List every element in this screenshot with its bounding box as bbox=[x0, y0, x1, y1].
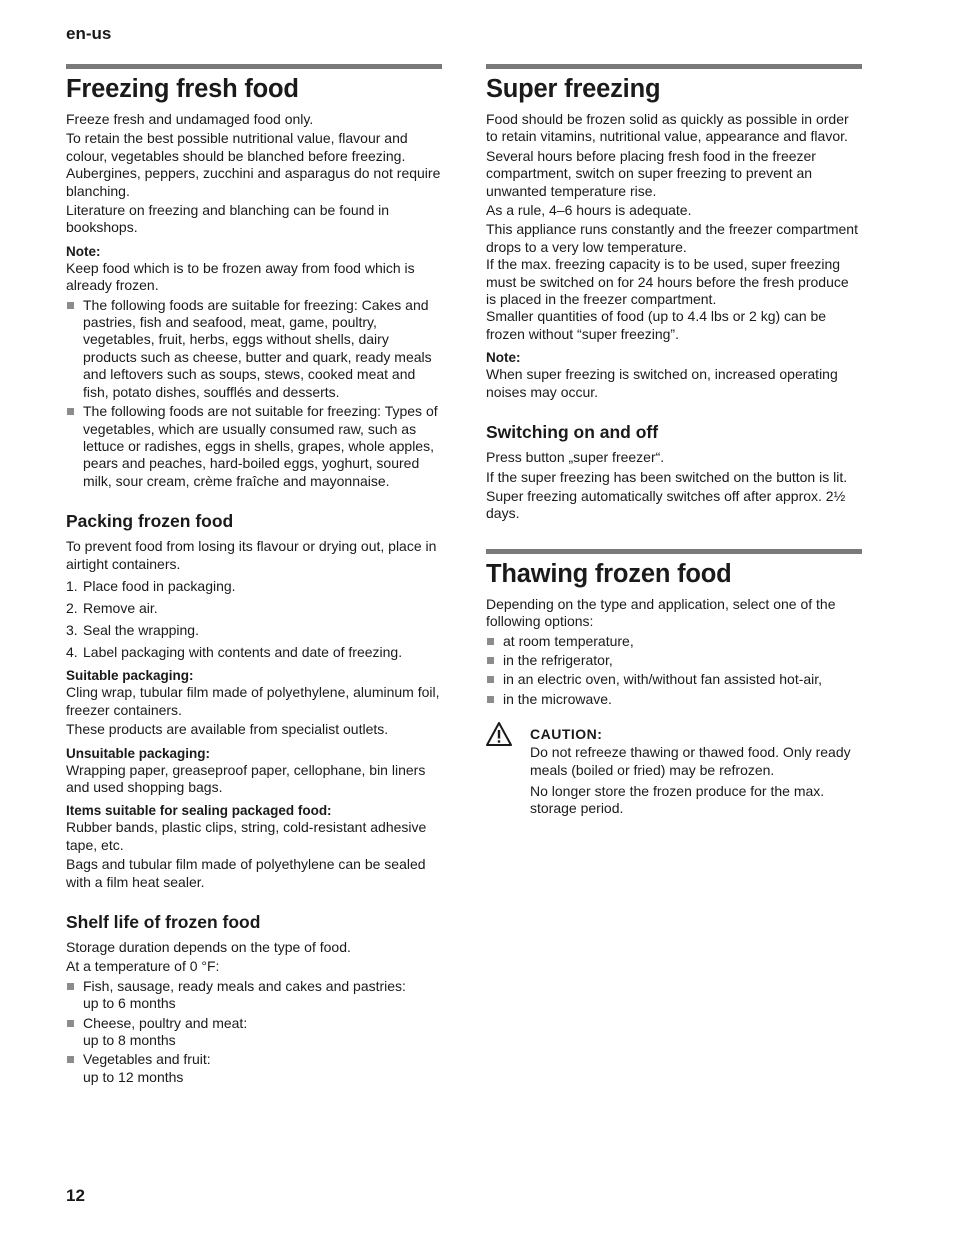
step-number: 3. bbox=[66, 621, 78, 638]
list-item-text: in the refrigerator, bbox=[503, 651, 613, 668]
list-item bbox=[66, 978, 442, 1013]
bullet-square-icon bbox=[487, 676, 494, 683]
bullet-square-icon bbox=[487, 638, 494, 645]
super-p6: Smaller quantities of food (up to 4.4 lbs or 2 kg) can be frozen without “super freezing”. bbox=[486, 308, 827, 342]
thawing-title: Thawing frozen food bbox=[486, 559, 732, 588]
super-p4: This appliance runs constantly and the freezer compartment drops to a very low temperature. bbox=[486, 221, 858, 255]
sealing-items-label: Items suitable for sealing packaged food: bbox=[66, 803, 332, 819]
suitable-packaging-text2: These products are available from specialist outlets. bbox=[66, 721, 389, 738]
note-text: Keep food which is to be frozen away from food which is already frozen. bbox=[66, 259, 415, 294]
bullet-square-icon bbox=[67, 408, 74, 415]
super-freezing-section bbox=[486, 64, 862, 401]
list-item bbox=[486, 633, 862, 650]
storage-duration: up to 6 months bbox=[83, 995, 176, 1012]
list-item-text: The following foods are not suitable for freezing: Types of vegetables, which are usually consumed raw, such as lettuce or radishes, eggs in shells, grapes, whole apples, pears and peaches, hard-boiled eggs, yoghurt, soured milk, sour cream, crème fraîche and mayonnaise. bbox=[83, 403, 438, 489]
note-label: Note: bbox=[66, 243, 101, 259]
switching-title: Switching on and off bbox=[486, 422, 659, 443]
list-item-text: in an electric oven, with/without fan assisted hot-air, bbox=[503, 671, 823, 688]
super-p2: Several hours before placing fresh food in the freezer compartment, switch on super freezing to prevent an unwanted temperature rise. bbox=[486, 147, 816, 199]
step-item bbox=[66, 644, 442, 661]
switching-p3: Super freezing automatically switches off after approx. 2½ days. bbox=[486, 487, 846, 522]
list-item bbox=[66, 1015, 442, 1050]
freezing-title: Freezing fresh food bbox=[66, 75, 299, 103]
shelf-life-p2: At a temperature of 0 °F: bbox=[66, 958, 220, 975]
suitable-packaging-label: Suitable packaging: bbox=[66, 668, 194, 684]
step-text: Place food in packaging. bbox=[83, 577, 236, 594]
list-item-text: The following foods are suitable for freezing: Cakes and pastries, fish and seafood, meat, game, poultry, vegetables, fruit, herbs, eggs without shells, dairy products such as cheese, butter and quark, ready meals and leftovers such as soups, stews, cooked meat and fish, potato dishes, soufflés and desserts. bbox=[83, 296, 432, 400]
freezing-section bbox=[66, 64, 442, 490]
list-item bbox=[66, 1051, 442, 1086]
super-p1: Food should be frozen solid as quickly as possible in order to retain vitamins, nutritional value, appearance and flavor. bbox=[486, 111, 849, 145]
step-item bbox=[66, 622, 442, 639]
packing-title: Packing frozen food bbox=[66, 511, 234, 532]
warning-triangle-icon bbox=[486, 722, 512, 746]
step-text: Seal the wrapping. bbox=[83, 621, 199, 638]
packing-section bbox=[66, 510, 442, 891]
note-label: Note: bbox=[486, 350, 521, 366]
page-number: 12 bbox=[66, 1186, 85, 1205]
bullet-square-icon bbox=[67, 983, 74, 990]
freezing-p1: Freeze fresh and undamaged food only. bbox=[66, 111, 314, 127]
switching-p2: If the super freezing has been switched on the button is lit. bbox=[486, 468, 848, 485]
step-item bbox=[66, 600, 442, 617]
unsuitable-packaging-label: Unsuitable packaging: bbox=[66, 745, 211, 761]
switching-p1: Press button „super freezer“. bbox=[486, 449, 665, 466]
freezing-bullet-list bbox=[66, 297, 442, 490]
language-code: en-us bbox=[66, 24, 112, 43]
right-column bbox=[486, 64, 862, 820]
bullet-square-icon bbox=[67, 1020, 74, 1027]
sealing-items-text2: Bags and tubular film made of polyethylene can be sealed with a film heat sealer. bbox=[66, 856, 426, 890]
step-text: Label packaging with contents and date of freezing. bbox=[83, 643, 403, 660]
caution-label: CAUTION: bbox=[530, 726, 603, 743]
storage-duration: up to 12 months bbox=[83, 1068, 184, 1085]
thawing-intro: Depending on the type and application, select one of the following options: bbox=[486, 595, 836, 630]
sealing-items-text: Rubber bands, plastic clips, string, cold-resistant adhesive tape, etc. bbox=[66, 819, 427, 853]
list-item-text: at room temperature, bbox=[503, 632, 634, 649]
bullet-square-icon bbox=[487, 696, 494, 703]
list-item-text: in the microwave. bbox=[503, 690, 612, 707]
super-p3: As a rule, 4–6 hours is adequate. bbox=[486, 202, 692, 219]
packing-intro: To prevent food from losing its flavour or drying out, place in airtight containers. bbox=[66, 538, 437, 572]
list-item bbox=[66, 297, 442, 401]
food-type: Fish, sausage, ready meals and cakes and pastries: bbox=[83, 977, 406, 994]
suitable-packaging-text: Cling wrap, tubular film made of polyethylene, aluminum foil, freezer containers. bbox=[66, 684, 440, 718]
food-type: Vegetables and fruit: bbox=[83, 1051, 211, 1068]
packing-steps bbox=[66, 578, 442, 661]
shelf-life-p1: Storage duration depends on the type of food. bbox=[66, 939, 351, 955]
shelf-life-title: Shelf life of frozen food bbox=[66, 912, 261, 932]
bullet-square-icon bbox=[487, 657, 494, 664]
step-number: 1. bbox=[66, 577, 78, 594]
left-column bbox=[66, 64, 442, 1088]
caution-p1: Do not refreeze thawing or thawed food. Only ready meals (boiled or fried) may be refrozen. bbox=[530, 744, 851, 778]
step-number: 2. bbox=[66, 599, 78, 616]
list-item bbox=[486, 652, 862, 669]
super-p5: If the max. freezing capacity is to be used, super freezing must be switched on for 24 hours before the fresh produce is placed in the freezer compartment. bbox=[486, 256, 849, 308]
bullet-square-icon bbox=[67, 302, 74, 309]
caution-box bbox=[486, 726, 862, 818]
bullet-square-icon bbox=[67, 1056, 74, 1063]
step-text: Remove air. bbox=[83, 599, 158, 616]
list-item bbox=[66, 403, 442, 490]
switching-section bbox=[486, 421, 862, 523]
thawing-options-list bbox=[486, 633, 862, 709]
step-number: 4. bbox=[66, 643, 78, 660]
shelf-life-list bbox=[66, 978, 442, 1086]
freezing-p3: Literature on freezing and blanching can be found in bookshops. bbox=[66, 202, 390, 236]
step-item bbox=[66, 578, 442, 595]
thawing-section bbox=[486, 549, 862, 818]
list-item bbox=[486, 671, 862, 688]
super-freezing-title: Super freezing bbox=[486, 75, 661, 103]
note-text: When super freezing is switched on, increased operating noises may occur. bbox=[486, 366, 838, 400]
food-type: Cheese, poultry and meat: bbox=[83, 1014, 248, 1031]
storage-duration: up to 8 months bbox=[83, 1032, 176, 1049]
freezing-p2: To retain the best possible nutritional value, flavour and colour, vegetables should be blanched before freezing. Aubergines, peppers, zucchini and asparagus do not require blanching. bbox=[66, 130, 441, 199]
shelf-life-section bbox=[66, 911, 442, 1086]
list-item bbox=[486, 691, 862, 708]
unsuitable-packaging-text: Wrapping paper, greaseproof paper, cellophane, bin liners and used shopping bags. bbox=[66, 761, 426, 795]
caution-p2: No longer store the frozen produce for the max. storage period. bbox=[530, 782, 825, 817]
